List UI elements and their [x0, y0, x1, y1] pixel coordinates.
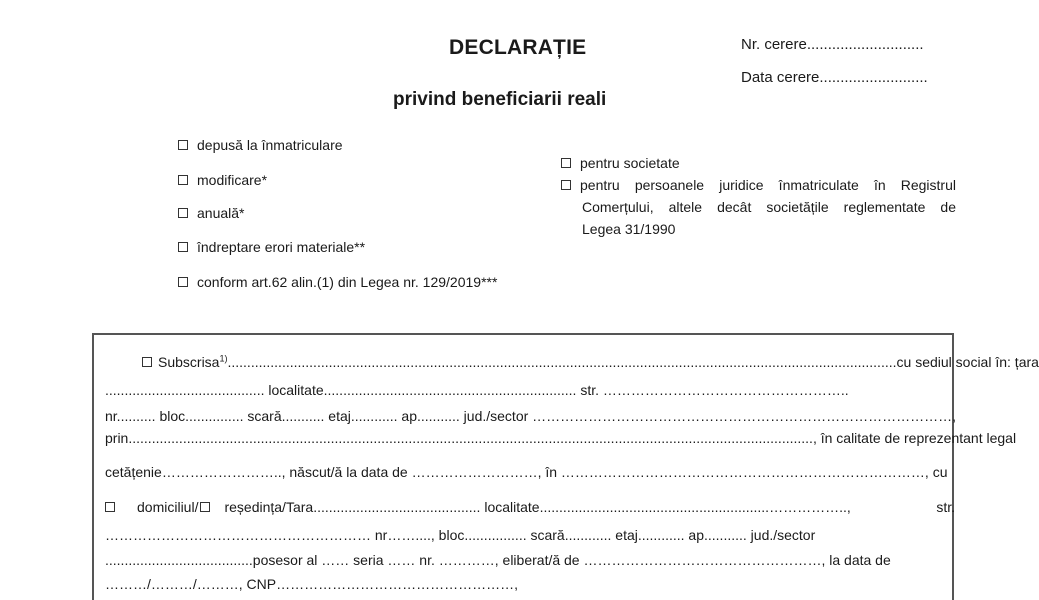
checkbox[interactable] [178, 140, 188, 150]
option-label: conform art.62 alin.(1) din Legea nr. 129/2019*** [197, 274, 498, 290]
resedinta-label: reședința/Tara [224, 499, 314, 515]
option-indreptare-erori[interactable] [178, 239, 365, 255]
option-label-continued: Legea 31/1990 [582, 221, 676, 237]
representative-role-label: , în calitate de reprezentant legal [812, 430, 1017, 446]
form-line-domicile [105, 499, 955, 515]
company-name-field[interactable]: ............................................................................................................................................................................ [227, 354, 897, 370]
checkbox[interactable] [178, 242, 188, 252]
option-label: depusă la înmatriculare [197, 137, 343, 153]
checkbox[interactable] [561, 158, 571, 168]
option-label: pentru societate [580, 155, 680, 171]
representative-name-field[interactable]: ................................................................................................................................................................................ [128, 430, 813, 446]
form-line-cnp[interactable]: ………/………/………, CNP……………………………………………, [105, 576, 519, 592]
checkbox[interactable] [561, 180, 571, 190]
form-line-citizenship-birth[interactable]: cetățenie…………………….., născut/ă la data de ………………………, în ……………………………………………………………………, cu [105, 464, 948, 480]
option-pentru-societate[interactable] [561, 152, 956, 174]
subscrisa-checkbox[interactable] [142, 357, 152, 367]
form-line-address[interactable]: ......................................... localitate................................................................. str. …………………………………………….. [105, 382, 849, 398]
document-title: DECLARAȚIE [449, 36, 587, 59]
checkbox[interactable] [178, 277, 188, 287]
domiciliu-label: domiciliul/ [137, 499, 199, 515]
form-line-representative [105, 430, 1017, 446]
prin-label: prin [105, 430, 129, 446]
document-subtitle: privind beneficiarii reali [393, 89, 607, 110]
form-line-domicile-details[interactable]: ………………………………………………… nr……...., bloc................ scară............ etaj............ ap........... jud./sector [105, 527, 816, 543]
request-date-field[interactable]: Data cerere.......................... [741, 69, 928, 86]
option-label: anuală* [197, 205, 245, 221]
resedinta-checkbox[interactable] [200, 502, 210, 512]
form-line-address-details[interactable]: nr.......... bloc............... scară........... etaj............ ap........... jud./sector ………………………………………………………………………………, [105, 408, 957, 424]
option-conform-art62[interactable] [178, 274, 497, 290]
sediu-label: cu sediul social în: țara [896, 354, 1039, 370]
option-label-continued: Comerțului, altele decât societățile reglementate de [582, 199, 956, 215]
option-anuala[interactable] [178, 205, 245, 221]
option-label: îndreptare erori materiale** [197, 239, 366, 255]
checkbox[interactable] [178, 208, 188, 218]
request-number-field[interactable]: Nr. cerere............................ [741, 36, 924, 53]
option-label: pentru persoanele juridice înmatriculate în Registrul [580, 177, 956, 193]
option-label: modificare* [197, 172, 268, 188]
form-line-subscrisa [142, 353, 1039, 370]
option-depusa-inmatriculare[interactable] [178, 137, 343, 153]
street-label: str. [936, 499, 955, 515]
option-modificare[interactable] [178, 172, 267, 188]
checkbox[interactable] [178, 175, 188, 185]
domiciliu-checkbox[interactable] [105, 502, 115, 512]
domicile-address-field[interactable]: ........................................... localitate...........................................................…………….., [313, 499, 851, 515]
form-line-id-document[interactable]: ......................................posesor al …… seria …… nr. …………, eliberat/ă de ……………………………………………, la data de [105, 552, 891, 568]
subscrisa-label: Subscrisa$^{1)}$ [158, 353, 228, 370]
entity-type-options [561, 152, 956, 240]
option-persoane-juridice[interactable] [561, 174, 956, 196]
